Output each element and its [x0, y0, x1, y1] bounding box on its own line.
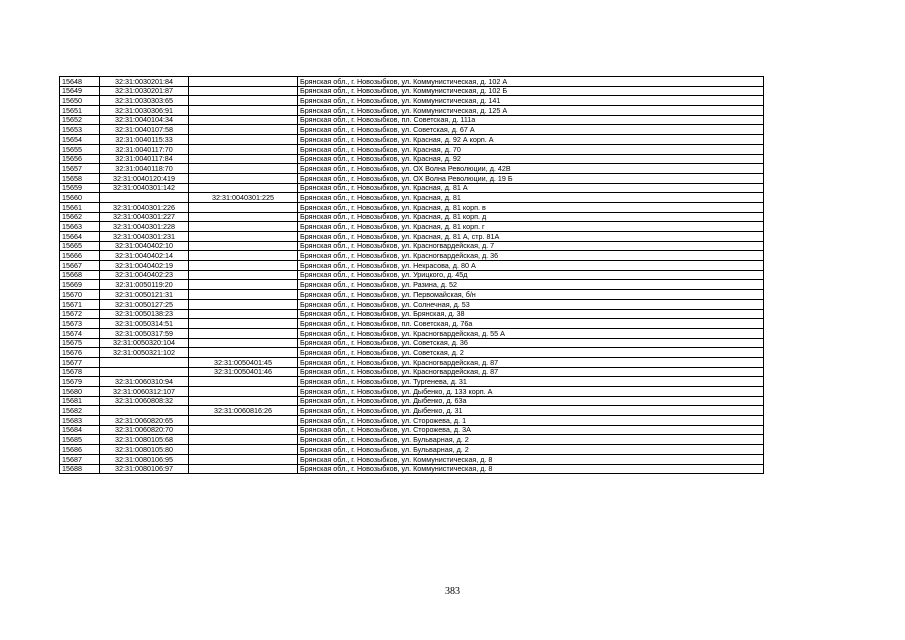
row-number-cell: 15682	[60, 406, 100, 416]
cadastral-number-cell: 32:31:0060808:32	[100, 396, 189, 406]
table-row	[60, 222, 764, 232]
row-number-cell: 15681	[60, 396, 100, 406]
building-cadastral-number-cell	[189, 144, 298, 154]
cadastral-number-cell: 32:31:0030303:65	[100, 96, 189, 106]
building-cadastral-number-cell	[189, 290, 298, 300]
table-row	[60, 106, 764, 116]
row-number-cell: 15672	[60, 309, 100, 319]
address-cell: Брянская обл., г. Новозыбков, ул. Урицкого, д. 45д	[298, 270, 764, 280]
cadastral-number-cell: 32:31:0050119:20	[100, 280, 189, 290]
address-cell: Брянская обл., г. Новозыбков, ул. Коммунистическая, д. 8	[298, 464, 764, 474]
address-cell: Брянская обл., г. Новозыбков, ул. Первомайская, б/н	[298, 290, 764, 300]
cadastral-number-cell: 32:31:0080106:95	[100, 454, 189, 464]
table-row	[60, 348, 764, 358]
row-number-cell: 15673	[60, 319, 100, 329]
table-row	[60, 280, 764, 290]
cadastral-number-cell: 32:31:0030201:84	[100, 77, 189, 87]
building-cadastral-number-cell	[189, 115, 298, 125]
table-row	[60, 202, 764, 212]
cadastral-number-cell: 32:31:0050320:104	[100, 338, 189, 348]
building-cadastral-number-cell	[189, 445, 298, 455]
address-cell: Брянская обл., г. Новозыбков, пл. Советская, д. 111а	[298, 115, 764, 125]
row-number-cell: 15658	[60, 173, 100, 183]
table-row	[60, 445, 764, 455]
building-cadastral-number-cell	[189, 464, 298, 474]
table-row	[60, 261, 764, 271]
address-cell: Брянская обл., г. Новозыбков, ул. Красногвардейская, д. 87	[298, 367, 764, 377]
address-cell: Брянская обл., г. Новозыбков, ул. Дыбенко, д. 133 корп. А	[298, 387, 764, 397]
row-number-cell: 15678	[60, 367, 100, 377]
table-row	[60, 435, 764, 445]
table-row	[60, 319, 764, 329]
page-number: 383	[445, 586, 460, 597]
address-cell: Брянская обл., г. Новозыбков, ул. Дыбенко, д. 31	[298, 406, 764, 416]
table-row	[60, 173, 764, 183]
row-number-cell: 15666	[60, 251, 100, 261]
address-cell: Брянская обл., г. Новозыбков, ул. Советская, д. 36	[298, 338, 764, 348]
table-row	[60, 338, 764, 348]
row-number-cell: 15649	[60, 86, 100, 96]
table-row	[60, 96, 764, 106]
row-number-cell: 15677	[60, 357, 100, 367]
address-cell: Брянская обл., г. Новозыбков, ул. Коммунистическая, д. 102 Б	[298, 86, 764, 96]
row-number-cell: 15685	[60, 435, 100, 445]
row-number-cell: 15663	[60, 222, 100, 232]
building-cadastral-number-cell	[189, 77, 298, 87]
table-row	[60, 241, 764, 251]
table-row	[60, 425, 764, 435]
cadastral-number-cell: 32:31:0050138:23	[100, 309, 189, 319]
building-cadastral-number-cell	[189, 86, 298, 96]
table-row	[60, 164, 764, 174]
address-cell: Брянская обл., г. Новозыбков, ул. Красная, д. 92 А корп. А	[298, 135, 764, 145]
row-number-cell: 15665	[60, 241, 100, 251]
row-number-cell: 15653	[60, 125, 100, 135]
row-number-cell: 15648	[60, 77, 100, 87]
building-cadastral-number-cell	[189, 261, 298, 271]
row-number-cell: 15662	[60, 212, 100, 222]
address-cell: Брянская обл., г. Новозыбков, ул. Солнечная, д. 53	[298, 299, 764, 309]
building-cadastral-number-cell	[189, 96, 298, 106]
building-cadastral-number-cell: 32:31:0050401:45	[189, 357, 298, 367]
row-number-cell: 15654	[60, 135, 100, 145]
address-cell: Брянская обл., г. Новозыбков, ул. Советская, д. 67 А	[298, 125, 764, 135]
cadastral-number-cell: 32:31:0030201:87	[100, 86, 189, 96]
table-row	[60, 290, 764, 300]
building-cadastral-number-cell	[189, 183, 298, 193]
address-cell: Брянская обл., г. Новозыбков, ул. Сторожева, д. 1	[298, 416, 764, 426]
building-cadastral-number-cell	[189, 202, 298, 212]
address-cell: Брянская обл., г. Новозыбков, пл. Советская, д. 76а	[298, 319, 764, 329]
address-cell: Брянская обл., г. Новозыбков, ул. Красная, д. 81 корп. в	[298, 202, 764, 212]
building-cadastral-number-cell	[189, 222, 298, 232]
address-cell: Брянская обл., г. Новозыбков, ул. Красная, д. 81 А, стр. 81А	[298, 232, 764, 242]
cadastral-number-cell: 32:31:0040402:10	[100, 241, 189, 251]
building-cadastral-number-cell	[189, 135, 298, 145]
table-row	[60, 77, 764, 87]
table-row	[60, 309, 764, 319]
table-row	[60, 183, 764, 193]
building-cadastral-number-cell	[189, 164, 298, 174]
building-cadastral-number-cell	[189, 309, 298, 319]
cadastral-number-cell: 32:31:0080105:80	[100, 445, 189, 455]
row-number-cell: 15661	[60, 202, 100, 212]
building-cadastral-number-cell	[189, 154, 298, 164]
cadastral-number-cell: 32:31:0040120:419	[100, 173, 189, 183]
building-cadastral-number-cell: 32:31:0060816:26	[189, 406, 298, 416]
address-cell: Брянская обл., г. Новозыбков, ул. Бульварная, д. 2	[298, 445, 764, 455]
cadastral-number-cell: 32:31:0050321:102	[100, 348, 189, 358]
cadastral-number-cell: 32:31:0060820:70	[100, 425, 189, 435]
address-cell: Брянская обл., г. Новозыбков, ул. Тургенева, д. 31	[298, 377, 764, 387]
table-row	[60, 135, 764, 145]
address-cell: Брянская обл., г. Новозыбков, ул. Красная, д. 81	[298, 193, 764, 203]
table-row	[60, 212, 764, 222]
cadastral-number-cell: 32:31:0040301:231	[100, 232, 189, 242]
address-cell: Брянская обл., г. Новозыбков, ул. Красная, д. 81 корп. д	[298, 212, 764, 222]
row-number-cell: 15660	[60, 193, 100, 203]
building-cadastral-number-cell	[189, 212, 298, 222]
row-number-cell: 15669	[60, 280, 100, 290]
building-cadastral-number-cell	[189, 425, 298, 435]
building-cadastral-number-cell	[189, 387, 298, 397]
cadastral-number-cell: 32:31:0040402:23	[100, 270, 189, 280]
row-number-cell: 15684	[60, 425, 100, 435]
row-number-cell: 15676	[60, 348, 100, 358]
cadastral-number-cell: 32:31:0080106:97	[100, 464, 189, 474]
address-cell: Брянская обл., г. Новозыбков, ул. Красногвардейская, д. 87	[298, 357, 764, 367]
address-cell: Брянская обл., г. Новозыбков, ул. Сторожева, д. 3А	[298, 425, 764, 435]
registry-table-body	[60, 77, 764, 474]
cadastral-number-cell	[100, 367, 189, 377]
building-cadastral-number-cell	[189, 319, 298, 329]
building-cadastral-number-cell	[189, 338, 298, 348]
table-row	[60, 251, 764, 261]
building-cadastral-number-cell	[189, 328, 298, 338]
address-cell: Брянская обл., г. Новозыбков, ул. Красная, д. 92	[298, 154, 764, 164]
cadastral-number-cell: 32:31:0050121:31	[100, 290, 189, 300]
cadastral-number-cell: 32:31:0040301:228	[100, 222, 189, 232]
row-number-cell: 15664	[60, 232, 100, 242]
property-registry-table	[59, 76, 764, 474]
table-row	[60, 125, 764, 135]
cadastral-number-cell	[100, 406, 189, 416]
table-row	[60, 154, 764, 164]
address-cell: Брянская обл., г. Новозыбков, ул. Разина, д. 52	[298, 280, 764, 290]
building-cadastral-number-cell	[189, 348, 298, 358]
cadastral-number-cell: 32:31:0080105:68	[100, 435, 189, 445]
cadastral-number-cell: 32:31:0040301:142	[100, 183, 189, 193]
cadastral-number-cell	[100, 193, 189, 203]
cadastral-number-cell: 32:31:0040104:34	[100, 115, 189, 125]
building-cadastral-number-cell: 32:31:0040301:225	[189, 193, 298, 203]
table-row	[60, 328, 764, 338]
cadastral-number-cell: 32:31:0060820:65	[100, 416, 189, 426]
table-row	[60, 232, 764, 242]
address-cell: Брянская обл., г. Новозыбков, ул. Коммунистическая, д. 141	[298, 96, 764, 106]
address-cell: Брянская обл., г. Новозыбков, ул. Бульварная, д. 2	[298, 435, 764, 445]
table-row	[60, 377, 764, 387]
building-cadastral-number-cell	[189, 454, 298, 464]
row-number-cell: 15651	[60, 106, 100, 116]
table-row	[60, 115, 764, 125]
table-row	[60, 406, 764, 416]
table-row	[60, 464, 764, 474]
row-number-cell: 15659	[60, 183, 100, 193]
address-cell: Брянская обл., г. Новозыбков, ул. Коммунистическая, д. 102 А	[298, 77, 764, 87]
row-number-cell: 15683	[60, 416, 100, 426]
address-cell: Брянская обл., г. Новозыбков, ул. Красная, д. 81 А	[298, 183, 764, 193]
cadastral-number-cell: 32:31:0040117:84	[100, 154, 189, 164]
address-cell: Брянская обл., г. Новозыбков, ул. Коммунистическая, д. 8	[298, 454, 764, 464]
building-cadastral-number-cell: 32:31:0050401:46	[189, 367, 298, 377]
row-number-cell: 15687	[60, 454, 100, 464]
address-cell: Брянская обл., г. Новозыбков, ул. ОХ Волна Революции, д. 42В	[298, 164, 764, 174]
cadastral-number-cell: 32:31:0060312:107	[100, 387, 189, 397]
table-row	[60, 193, 764, 203]
building-cadastral-number-cell	[189, 232, 298, 242]
row-number-cell: 15655	[60, 144, 100, 154]
address-cell: Брянская обл., г. Новозыбков, ул. Советская, д. 2	[298, 348, 764, 358]
row-number-cell: 15688	[60, 464, 100, 474]
address-cell: Брянская обл., г. Новозыбков, ул. Некрасова, д. 80 А	[298, 261, 764, 271]
cadastral-number-cell: 32:31:0040115:33	[100, 135, 189, 145]
cadastral-number-cell: 32:31:0040118:70	[100, 164, 189, 174]
cadastral-number-cell: 32:31:0030306:91	[100, 106, 189, 116]
row-number-cell: 15679	[60, 377, 100, 387]
cadastral-number-cell: 32:31:0040301:227	[100, 212, 189, 222]
building-cadastral-number-cell	[189, 416, 298, 426]
building-cadastral-number-cell	[189, 241, 298, 251]
row-number-cell: 15657	[60, 164, 100, 174]
address-cell: Брянская обл., г. Новозыбков, ул. Брянская, д. 38	[298, 309, 764, 319]
cadastral-number-cell: 32:31:0040402:19	[100, 261, 189, 271]
address-cell: Брянская обл., г. Новозыбков, ул. Красногвардейская, д. 55 А	[298, 328, 764, 338]
address-cell: Брянская обл., г. Новозыбков, ул. Красногвардейская, д. 7	[298, 241, 764, 251]
building-cadastral-number-cell	[189, 396, 298, 406]
cadastral-number-cell: 32:31:0040301:226	[100, 202, 189, 212]
address-cell: Брянская обл., г. Новозыбков, ул. Красная, д. 70	[298, 144, 764, 154]
address-cell: Брянская обл., г. Новозыбков, ул. ОХ Волна Революции, д. 19 Б	[298, 173, 764, 183]
table-row	[60, 357, 764, 367]
table-row	[60, 270, 764, 280]
cadastral-number-cell: 32:31:0050314:51	[100, 319, 189, 329]
row-number-cell: 15680	[60, 387, 100, 397]
table-row	[60, 416, 764, 426]
building-cadastral-number-cell	[189, 173, 298, 183]
address-cell: Брянская обл., г. Новозыбков, ул. Красногвардейская, д. 36	[298, 251, 764, 261]
row-number-cell: 15656	[60, 154, 100, 164]
cadastral-number-cell: 32:31:0060310:94	[100, 377, 189, 387]
address-cell: Брянская обл., г. Новозыбков, ул. Красная, д. 81 корп. г	[298, 222, 764, 232]
table-row	[60, 387, 764, 397]
row-number-cell: 15652	[60, 115, 100, 125]
building-cadastral-number-cell	[189, 125, 298, 135]
table-row	[60, 396, 764, 406]
row-number-cell: 15670	[60, 290, 100, 300]
row-number-cell: 15667	[60, 261, 100, 271]
table-row	[60, 144, 764, 154]
table-row	[60, 367, 764, 377]
row-number-cell: 15675	[60, 338, 100, 348]
row-number-cell: 15668	[60, 270, 100, 280]
building-cadastral-number-cell	[189, 377, 298, 387]
building-cadastral-number-cell	[189, 280, 298, 290]
table-row	[60, 299, 764, 309]
cadastral-number-cell	[100, 357, 189, 367]
building-cadastral-number-cell	[189, 251, 298, 261]
cadastral-number-cell: 32:31:0050127:25	[100, 299, 189, 309]
row-number-cell: 15650	[60, 96, 100, 106]
row-number-cell: 15686	[60, 445, 100, 455]
address-cell: Брянская обл., г. Новозыбков, ул. Коммунистическая, д. 125 А	[298, 106, 764, 116]
cadastral-number-cell: 32:31:0040117:70	[100, 144, 189, 154]
cadastral-number-cell: 32:31:0050317:59	[100, 328, 189, 338]
cadastral-number-cell: 32:31:0040107:58	[100, 125, 189, 135]
building-cadastral-number-cell	[189, 106, 298, 116]
building-cadastral-number-cell	[189, 299, 298, 309]
building-cadastral-number-cell	[189, 435, 298, 445]
row-number-cell: 15674	[60, 328, 100, 338]
table-row	[60, 86, 764, 96]
cadastral-number-cell: 32:31:0040402:14	[100, 251, 189, 261]
building-cadastral-number-cell	[189, 270, 298, 280]
row-number-cell: 15671	[60, 299, 100, 309]
table-row	[60, 454, 764, 464]
address-cell: Брянская обл., г. Новозыбков, ул. Дыбенко, д. 63а	[298, 396, 764, 406]
